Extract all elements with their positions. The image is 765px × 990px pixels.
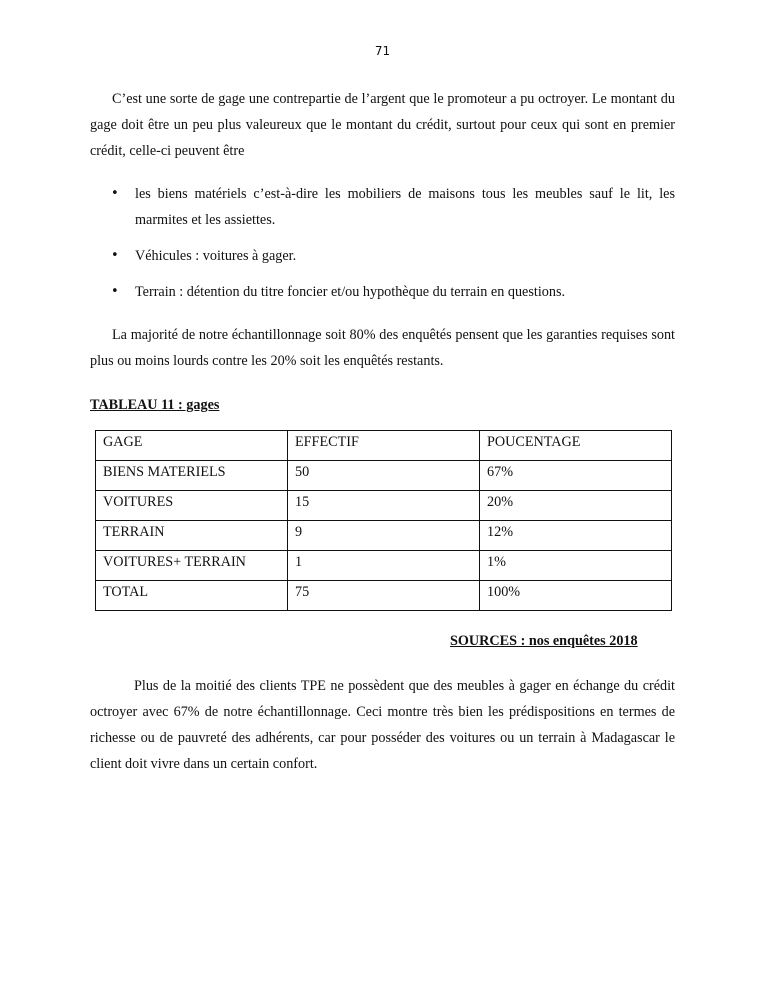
- table-cell: 12%: [480, 521, 672, 551]
- table-row: [96, 521, 672, 551]
- table-title: TABLEAU 11 : gages: [90, 397, 220, 413]
- table-cell: 15: [288, 491, 480, 521]
- page-number: 71: [374, 44, 391, 58]
- table-row: [96, 581, 672, 611]
- table-cell: 20%: [480, 491, 672, 521]
- table-row: [96, 491, 672, 521]
- table-cell: 9: [288, 521, 480, 551]
- list-item-text: Véhicules : voitures à gager.: [135, 248, 297, 264]
- table-cell: 75: [288, 581, 480, 611]
- table-cell: BIENS MATERIELS: [96, 461, 288, 491]
- table-cell: TOTAL: [96, 581, 288, 611]
- table-sources: SOURCES : nos enquêtes 2018: [450, 633, 638, 649]
- header-cell: GAGE: [96, 431, 288, 461]
- table-cell: TERRAIN: [96, 521, 288, 551]
- paragraph-survey: La majorité de notre échantillonnage soit 80% des enquêtés pensent que les garanties requises sont plus ou moins lourds contre les 20% soit les enquêtés restants.: [90, 327, 675, 369]
- bullet-icon: •: [111, 284, 119, 299]
- table-header-row: [96, 431, 672, 461]
- table-cell: 1: [288, 551, 480, 581]
- bullet-icon: •: [111, 248, 119, 263]
- list-item-text: les biens matériels c’est-à-dire les mobiliers de maisons tous les meubles sauf le lit, les marmites et les assiettes.: [135, 186, 675, 228]
- paragraph-intro: C’est une sorte de gage une contrepartie de l’argent que le promoteur a pu octroyer. Le montant du gage doit être un peu plus valeureux que le montant du crédit, surtout pour ceux qui sont en premier crédit, celle-ci peuvent être: [90, 91, 675, 159]
- table-cell: 50: [288, 461, 480, 491]
- table-cell: VOITURES+ TERRAIN: [96, 551, 288, 581]
- list-item: [90, 243, 675, 269]
- table-cell: 67%: [480, 461, 672, 491]
- table-cell: VOITURES: [96, 491, 288, 521]
- list-item-text: Terrain : détention du titre foncier et/ou hypothèque du terrain en questions.: [135, 284, 566, 300]
- bullet-icon: •: [111, 186, 119, 201]
- table-row: [96, 551, 672, 581]
- table-cell: 1%: [480, 551, 672, 581]
- list-item: [90, 279, 675, 305]
- table-cell: 100%: [480, 581, 672, 611]
- paragraph-analysis: Plus de la moitié des clients TPE ne possèdent que des meubles à gager en échange du crédit octroyer avec 67% de notre échantillonnage. Ceci montre très bien les prédispositions en termes de richesse ou de pauvreté des adhérents, car pour posséder des voitures ou un terrain à Madagascar le client doit vivre dans un certain confort.: [90, 678, 675, 772]
- list-item: [90, 181, 675, 233]
- header-cell: POUCENTAGE: [480, 431, 672, 461]
- header-cell: EFFECTIF: [288, 431, 480, 461]
- bullet-list: [90, 181, 675, 315]
- gages-table: [95, 430, 672, 611]
- table-row: [96, 461, 672, 491]
